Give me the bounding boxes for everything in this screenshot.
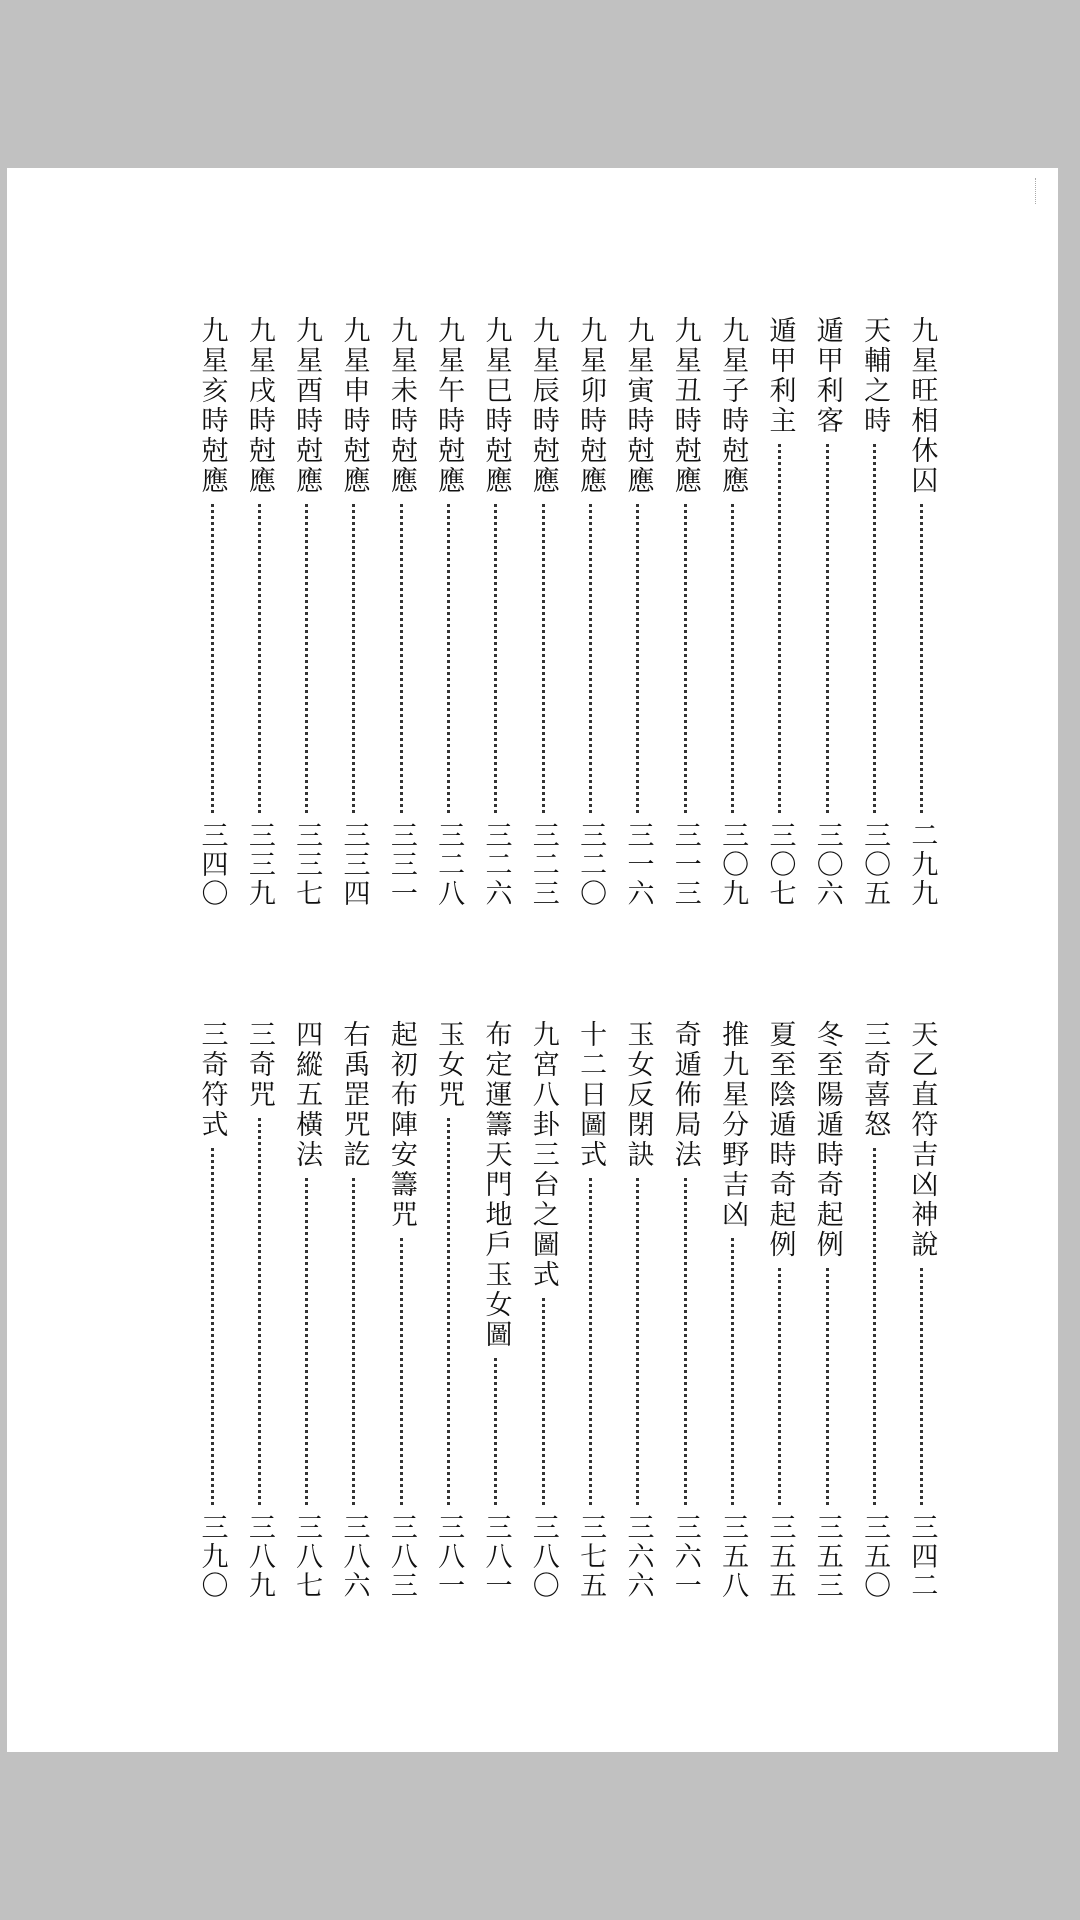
dot-leader	[731, 1238, 734, 1505]
toc-entry	[855, 316, 895, 908]
toc-entry-title: 九星子時尅應	[717, 316, 749, 496]
toc-entry-page: 三七五	[575, 1513, 607, 1600]
dot-leader	[920, 1268, 923, 1505]
toc-entry-page: 三〇五	[859, 821, 891, 908]
toc-entry-title: 玉女反閉訣	[622, 1020, 654, 1170]
toc-entry	[192, 1020, 232, 1600]
toc-entry-title: 九星辰時尅應	[527, 316, 559, 496]
toc-section-bottom	[192, 1020, 942, 1600]
toc-entry	[381, 1020, 421, 1600]
toc-entry	[239, 1020, 279, 1600]
toc-entry-title: 遁甲利主	[764, 316, 796, 436]
toc-entry	[902, 1020, 942, 1600]
dot-leader	[542, 1298, 545, 1505]
dot-leader	[258, 504, 261, 813]
toc-entry-page: 三〇七	[764, 821, 796, 908]
toc-entry-title: 奇遁佈局法	[669, 1020, 701, 1170]
toc-entry	[665, 316, 705, 908]
toc-entry-title: 九星亥時尅應	[196, 316, 228, 496]
toc-entry	[523, 1020, 563, 1600]
toc-entry-page: 三四〇	[196, 821, 228, 908]
toc-entry	[239, 316, 279, 908]
toc-entry	[429, 1020, 469, 1600]
dot-leader	[826, 1268, 829, 1505]
toc-entry	[476, 1020, 516, 1600]
toc-entry-page: 三六一	[669, 1513, 701, 1600]
toc-entry-title: 冬至陽遁時奇起例	[811, 1020, 843, 1260]
dot-leader	[684, 1178, 687, 1505]
toc-entry-page: 三二六	[480, 821, 512, 908]
toc-entry-title: 三奇喜怒	[859, 1020, 891, 1140]
toc-entry	[807, 1020, 847, 1600]
dot-leader	[447, 1118, 450, 1505]
toc-entry-page: 三八三	[385, 1513, 417, 1600]
toc-entry-page: 三二〇	[575, 821, 607, 908]
toc-entry-title: 推九星分野吉凶	[717, 1020, 749, 1230]
toc-entry-title: 三奇咒	[243, 1020, 275, 1110]
dot-leader	[589, 1178, 592, 1505]
toc-entry-page: 三八一	[480, 1513, 512, 1600]
toc-entry-page: 三二三	[527, 821, 559, 908]
toc-entry-title: 九星未時尅應	[385, 316, 417, 496]
toc-entry	[287, 1020, 327, 1600]
toc-entry-title: 天輔之時	[859, 316, 891, 436]
page-edge-mark	[1035, 178, 1038, 204]
dot-leader	[731, 504, 734, 813]
toc-entry	[287, 316, 327, 908]
toc-entry-page: 三三一	[385, 821, 417, 908]
dot-leader	[305, 504, 308, 813]
toc-entry-title: 九宮八卦三台之圖式	[527, 1020, 559, 1290]
toc-entry	[855, 1020, 895, 1600]
toc-entry-title: 起初布陣安籌咒	[385, 1020, 417, 1230]
dot-leader	[211, 1148, 214, 1505]
toc-entry-page: 二九九	[906, 821, 938, 908]
toc-entry-page: 三三七	[291, 821, 323, 908]
dot-leader	[542, 504, 545, 813]
toc-entry	[571, 316, 611, 908]
toc-entry-title: 九星申時尅應	[338, 316, 370, 496]
toc-entry	[760, 316, 800, 908]
toc-entry-title: 三奇符式	[196, 1020, 228, 1140]
toc-entry-page: 三四二	[906, 1513, 938, 1600]
toc-entry-title: 玉女咒	[433, 1020, 465, 1110]
toc-entry-page: 三〇九	[717, 821, 749, 908]
toc-entry-page: 三八六	[338, 1513, 370, 1600]
toc-entry	[476, 316, 516, 908]
toc-entry	[902, 316, 942, 908]
toc-entry-page: 三八七	[291, 1513, 323, 1600]
toc-entry-page: 三一三	[669, 821, 701, 908]
dot-leader	[258, 1118, 261, 1505]
document-page	[7, 168, 1058, 1752]
toc-entry-title: 九星酉時尅應	[291, 316, 323, 496]
toc-entry-title: 布定運籌天門地戶玉女圖	[480, 1020, 512, 1350]
toc-entry	[381, 316, 421, 908]
dot-leader	[400, 504, 403, 813]
toc-entry-page: 三三四	[338, 821, 370, 908]
toc-entry-page: 三五三	[811, 1513, 843, 1600]
toc-entry	[760, 1020, 800, 1600]
toc-entry	[429, 316, 469, 908]
dot-leader	[589, 504, 592, 813]
toc-entry	[713, 1020, 753, 1600]
dot-leader	[636, 504, 639, 813]
dot-leader	[778, 444, 781, 813]
dot-leader	[873, 1148, 876, 1505]
dot-leader	[826, 444, 829, 813]
toc-entry-title: 九星寅時尅應	[622, 316, 654, 496]
toc-entry-title: 四縱五橫法	[291, 1020, 323, 1170]
dot-leader	[636, 1178, 639, 1505]
toc-entry-title: 十二日圖式	[575, 1020, 607, 1170]
dot-leader	[352, 1178, 355, 1505]
toc-entry-page: 三九〇	[196, 1513, 228, 1600]
toc-entry-page: 三〇六	[811, 821, 843, 908]
toc-entry-page: 三一六	[622, 821, 654, 908]
toc-entry-page: 三五〇	[859, 1513, 891, 1600]
toc-entry-title: 九星午時尅應	[433, 316, 465, 496]
toc-entry	[618, 1020, 658, 1600]
toc-entry	[713, 316, 753, 908]
toc-entry	[334, 316, 374, 908]
toc-section-top	[192, 316, 942, 908]
dot-leader	[400, 1238, 403, 1505]
toc-entry-title: 九星卯時尅應	[575, 316, 607, 496]
dot-leader	[873, 444, 876, 813]
toc-entry-page: 三二八	[433, 821, 465, 908]
toc-entry-page: 三八一	[433, 1513, 465, 1600]
toc-entry-page: 三三九	[243, 821, 275, 908]
dot-leader	[494, 1358, 497, 1505]
dot-leader	[305, 1178, 308, 1505]
toc-entry-title: 九星戌時尅應	[243, 316, 275, 496]
toc-entry-title: 天乙直符吉凶神說	[906, 1020, 938, 1260]
toc-entry-title: 九星巳時尅應	[480, 316, 512, 496]
toc-entry-page: 三八〇	[527, 1513, 559, 1600]
toc-entry	[665, 1020, 705, 1600]
toc-entry-title: 遁甲利客	[811, 316, 843, 436]
dot-leader	[920, 504, 923, 813]
dot-leader	[778, 1268, 781, 1505]
toc-entry	[571, 1020, 611, 1600]
toc-entry	[618, 316, 658, 908]
dot-leader	[684, 504, 687, 813]
toc-entry-title: 九星旺相休囚	[906, 316, 938, 496]
toc-entry	[523, 316, 563, 908]
dot-leader	[494, 504, 497, 813]
toc-entry	[807, 316, 847, 908]
toc-entry-page: 三五五	[764, 1513, 796, 1600]
toc-entry-title: 夏至陰遁時奇起例	[764, 1020, 796, 1260]
toc-entry-title: 九星丑時尅應	[669, 316, 701, 496]
dot-leader	[211, 504, 214, 813]
toc-entry-page: 三八九	[243, 1513, 275, 1600]
toc-entry-title: 右禹罡咒訖	[338, 1020, 370, 1170]
toc-entry	[192, 316, 232, 908]
toc-entry-page: 三五八	[717, 1513, 749, 1600]
toc-entry	[334, 1020, 374, 1600]
dot-leader	[352, 504, 355, 813]
toc-entry-page: 三六六	[622, 1513, 654, 1600]
dot-leader	[447, 504, 450, 813]
